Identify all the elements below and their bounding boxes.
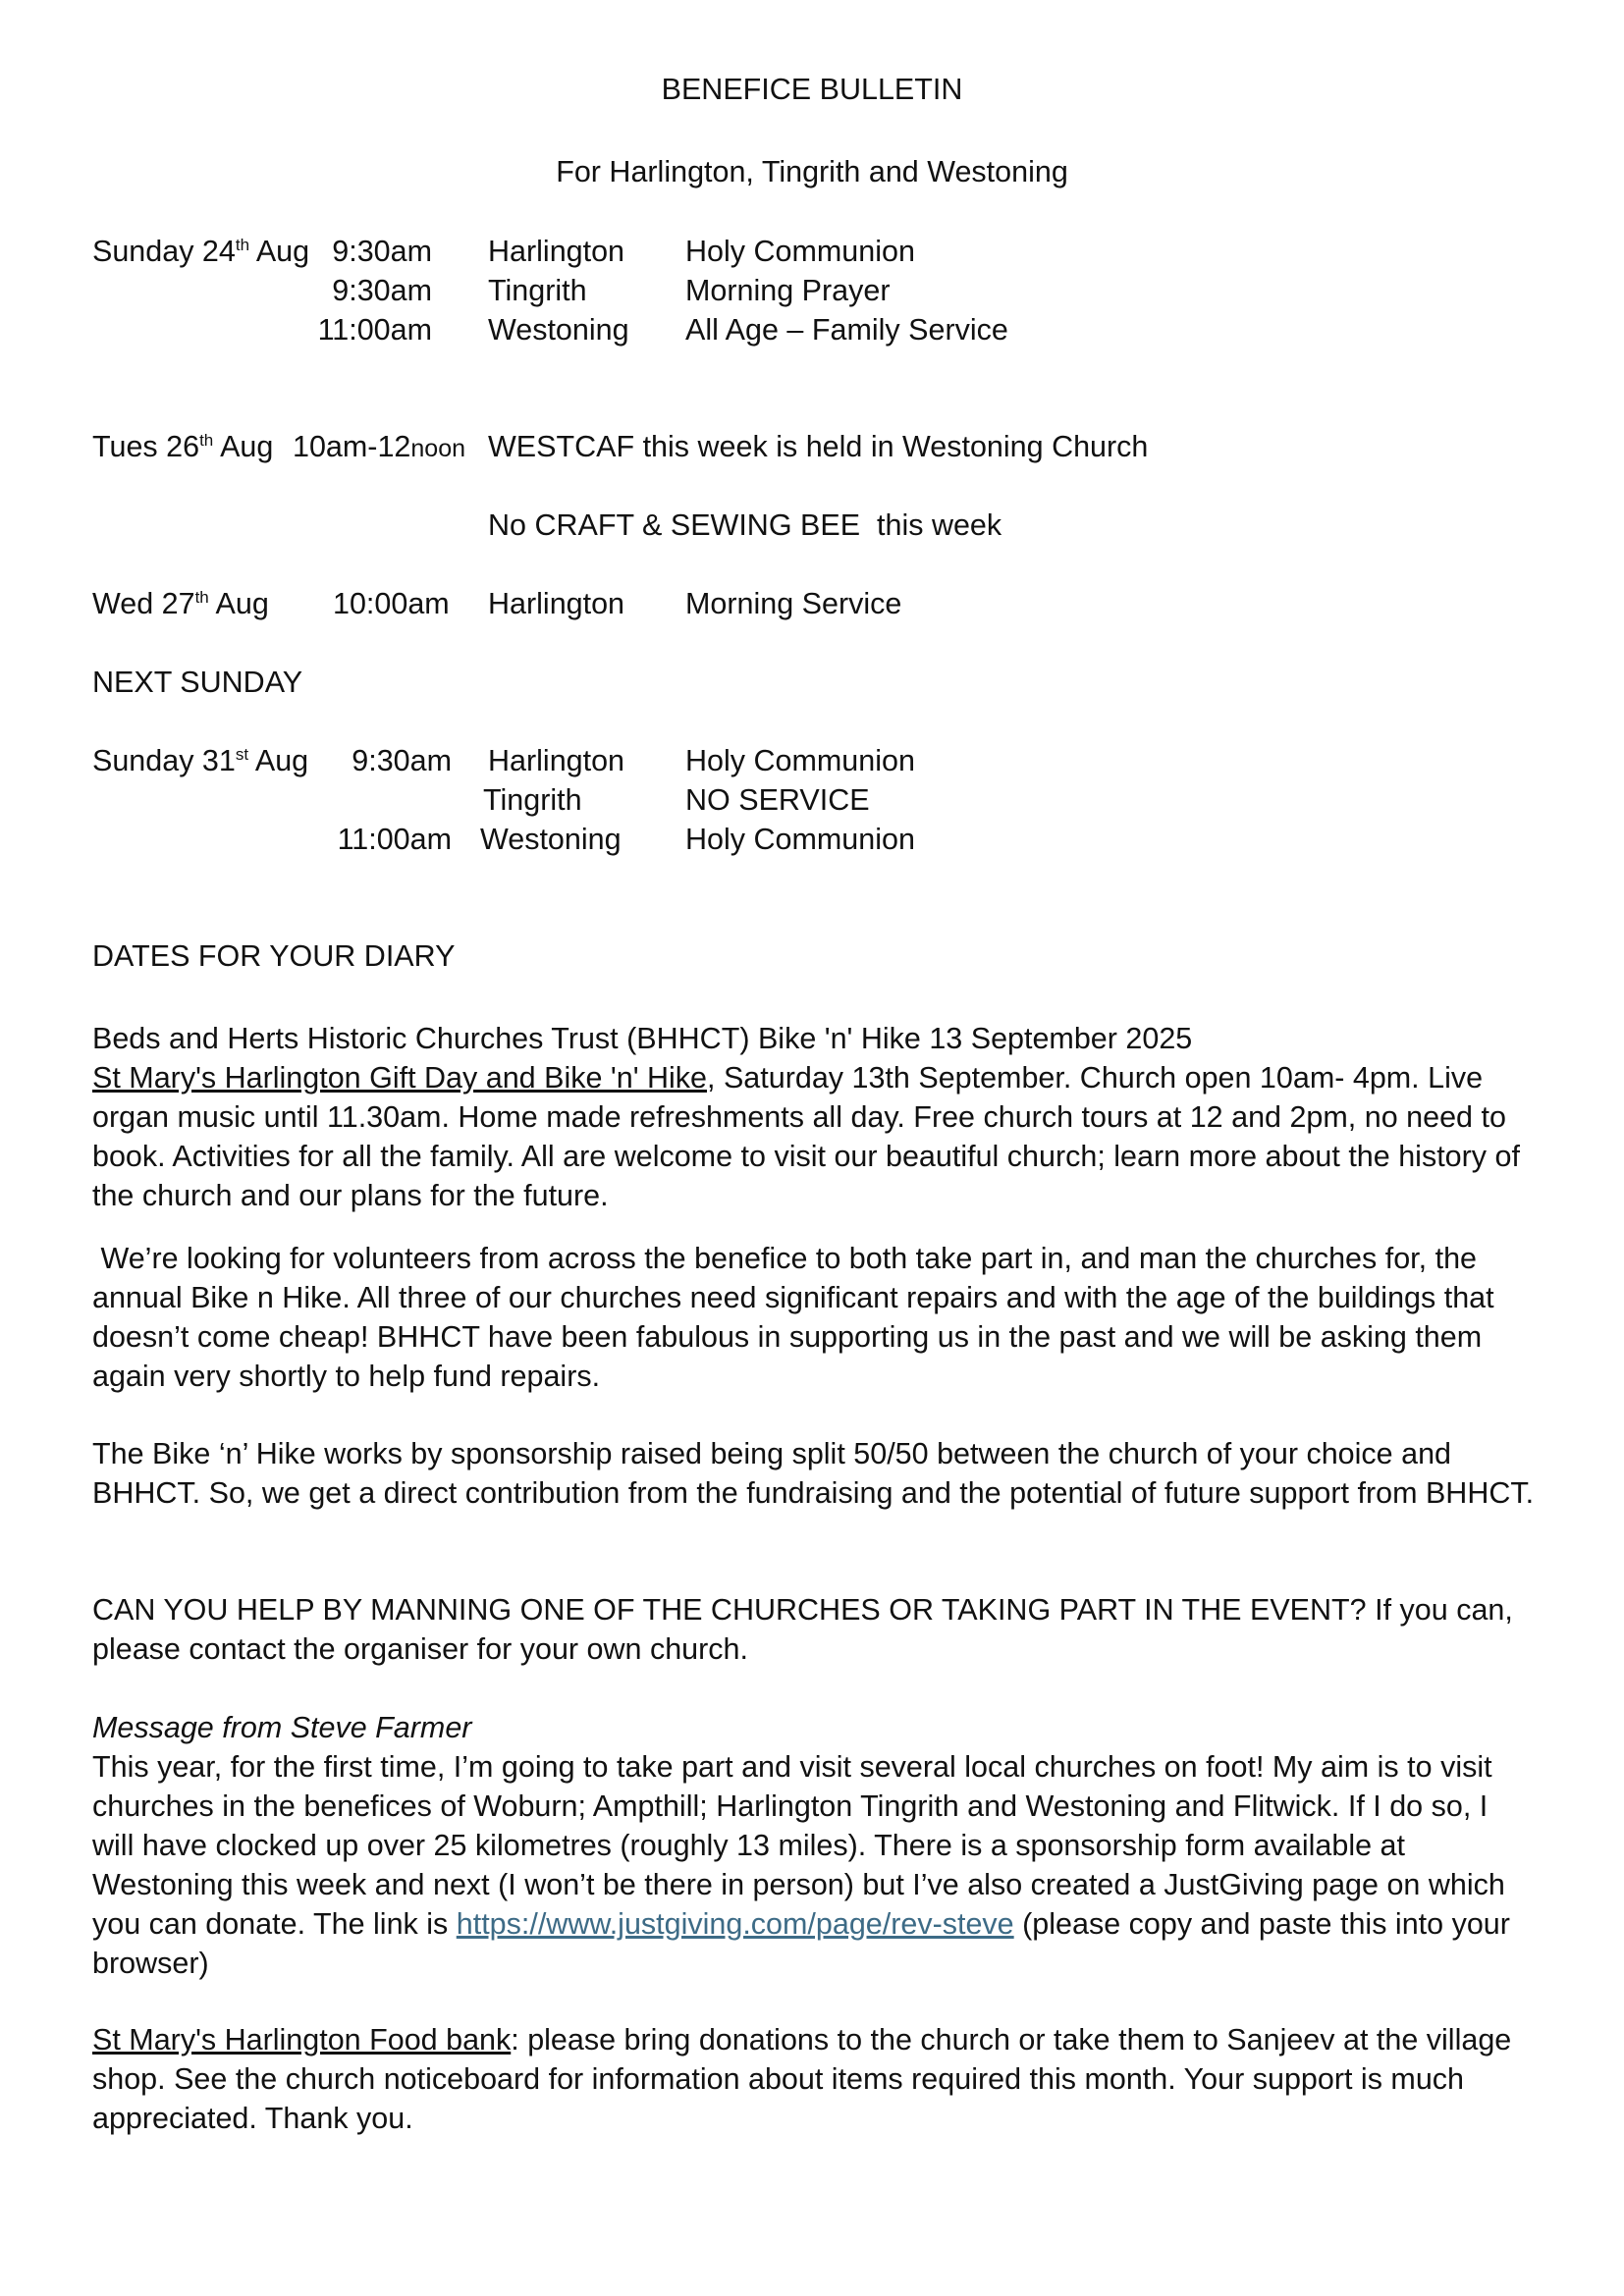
date-suffix: st <box>235 745 249 764</box>
message-body-end: (please copy and paste this into your browser) <box>92 1907 1510 1980</box>
service-type: Holy Communion <box>685 823 915 856</box>
service-time: 11:00am <box>317 313 432 347</box>
service-time: 9:30am <box>332 235 432 268</box>
next-sunday-heading: NEXT SUNDAY <box>92 666 303 699</box>
service-place: Tingrith <box>488 274 587 307</box>
event-time-suffix: noon <box>410 435 466 462</box>
message-title: Message from Steve Farmer <box>92 1711 472 1744</box>
foodbank-link[interactable]: St Mary's Harlington Food bank <box>92 2023 512 2056</box>
sunday-24-date <box>92 235 309 269</box>
date-month: Aug <box>254 744 309 777</box>
justgiving-link[interactable]: https://www.justgiving.com/page/rev-steve <box>456 1907 1014 1941</box>
date-day: Sunday 24 <box>92 235 236 268</box>
service-place: Harlington <box>488 587 625 620</box>
service-time: 9:30am <box>352 744 452 777</box>
service-time: 10:00am <box>333 587 450 620</box>
service-place: Tingrith <box>483 783 582 817</box>
wed-27-date <box>92 587 269 621</box>
bhhct-title: Beds and Herts Historic Churches Trust (BHHCT) Bike 'n' Hike 13 September 2025 <box>92 1022 1193 1055</box>
service-place: Westoning <box>480 823 622 856</box>
service-type: Morning Prayer <box>685 274 891 307</box>
date-day: Wed 27 <box>92 587 195 620</box>
volunteers-paragraph: We’re looking for volunteers from across the benefice to both take part in, and man the churches for, the annual Bike n Hike. All three of our churches need significant repairs and with the age of the buildings that doesn’t come cheap! BHHCT have been fabulous in supporting us in the past and we will be asking them again very shortly to help fund repairs. <box>92 1242 1503 1393</box>
page-title: BENEFICE BULLETIN <box>661 73 963 106</box>
service-place: Westoning <box>488 313 629 347</box>
service-type: Holy Communion <box>685 744 915 777</box>
date-suffix: th <box>194 588 209 607</box>
foodbank-paragraph <box>92 2020 1536 2138</box>
service-type: NO SERVICE <box>685 783 870 817</box>
diary-heading: DATES FOR YOUR DIARY <box>92 939 456 973</box>
date-suffix: th <box>235 236 250 254</box>
service-time: 9:30am <box>332 274 432 307</box>
message-paragraph <box>92 1708 1536 1983</box>
date-month: Aug <box>255 235 310 268</box>
date-day: Sunday 31 <box>92 744 236 777</box>
service-type: Morning Service <box>685 587 902 620</box>
sunday-31-date <box>92 744 308 778</box>
foodbank-text: : please bring donations to the church or take them to Sanjeev at the village shop. See the church noticeboard for information about items required this month. Your support is much appreciated. Thank you. <box>92 2023 1512 2135</box>
date-month: Aug <box>220 430 274 463</box>
service-time: 11:00am <box>337 823 452 856</box>
sponsorship-paragraph: The Bike ‘n’ Hike works by sponsorship raised being split 50/50 between the church of your choice and BHHCT. So, we get a direct contribution from the fundraising and the potential of future support from BHHCT. <box>92 1437 1535 1510</box>
gift-day-paragraph <box>92 1019 1536 1215</box>
tues-26-date <box>92 430 273 464</box>
date-suffix: th <box>199 431 214 450</box>
event-time <box>293 430 465 464</box>
event-time-main: 10am-12 <box>293 430 411 463</box>
service-place: Harlington <box>488 235 625 268</box>
service-type: All Age – Family Service <box>685 313 1008 347</box>
service-place: Harlington <box>488 744 625 777</box>
message-body: This year, for the first time, I’m going to take part and visit several local churches on foot! My aim is to visit churches in the benefices of Woburn; Ampthill; Harlington Tingrith and Westoning and Flitwick. If I do so, I will have clocked up over 25 kilometres (roughly 13 miles). There is a sponsorship form available at Westoning this week and next (I won’t be there in person) but I’ve also created a JustGiving page on which you can donate. The link is <box>92 1750 1505 1941</box>
help-paragraph: CAN YOU HELP BY MANNING ONE OF THE CHURCHES OR TAKING PART IN THE EVENT? If you can, please contact the organiser for your own church. <box>92 1593 1513 1666</box>
gift-day-link[interactable]: St Mary's Harlington Gift Day and Bike 'n' Hike <box>92 1061 708 1095</box>
event-note: No CRAFT & SEWING BEE this week <box>488 508 1002 542</box>
service-type: Holy Communion <box>685 235 915 268</box>
date-month: Aug <box>215 587 269 620</box>
date-day: Tues 26 <box>92 430 200 463</box>
event-description: WESTCAF this week is held in Westoning Church <box>488 430 1149 463</box>
gift-day-text: , Saturday 13th September. Church open 10am- 4pm. Live organ music until 11.30am. Home made refreshments all day. Free church tours at 12 and 2pm, no need to book. Activities for all the family. All are welcome to visit our beautiful church; learn more about the history of the church and our plans for the future. <box>92 1061 1520 1212</box>
page-subtitle: For Harlington, Tingrith and Westoning <box>556 155 1068 188</box>
